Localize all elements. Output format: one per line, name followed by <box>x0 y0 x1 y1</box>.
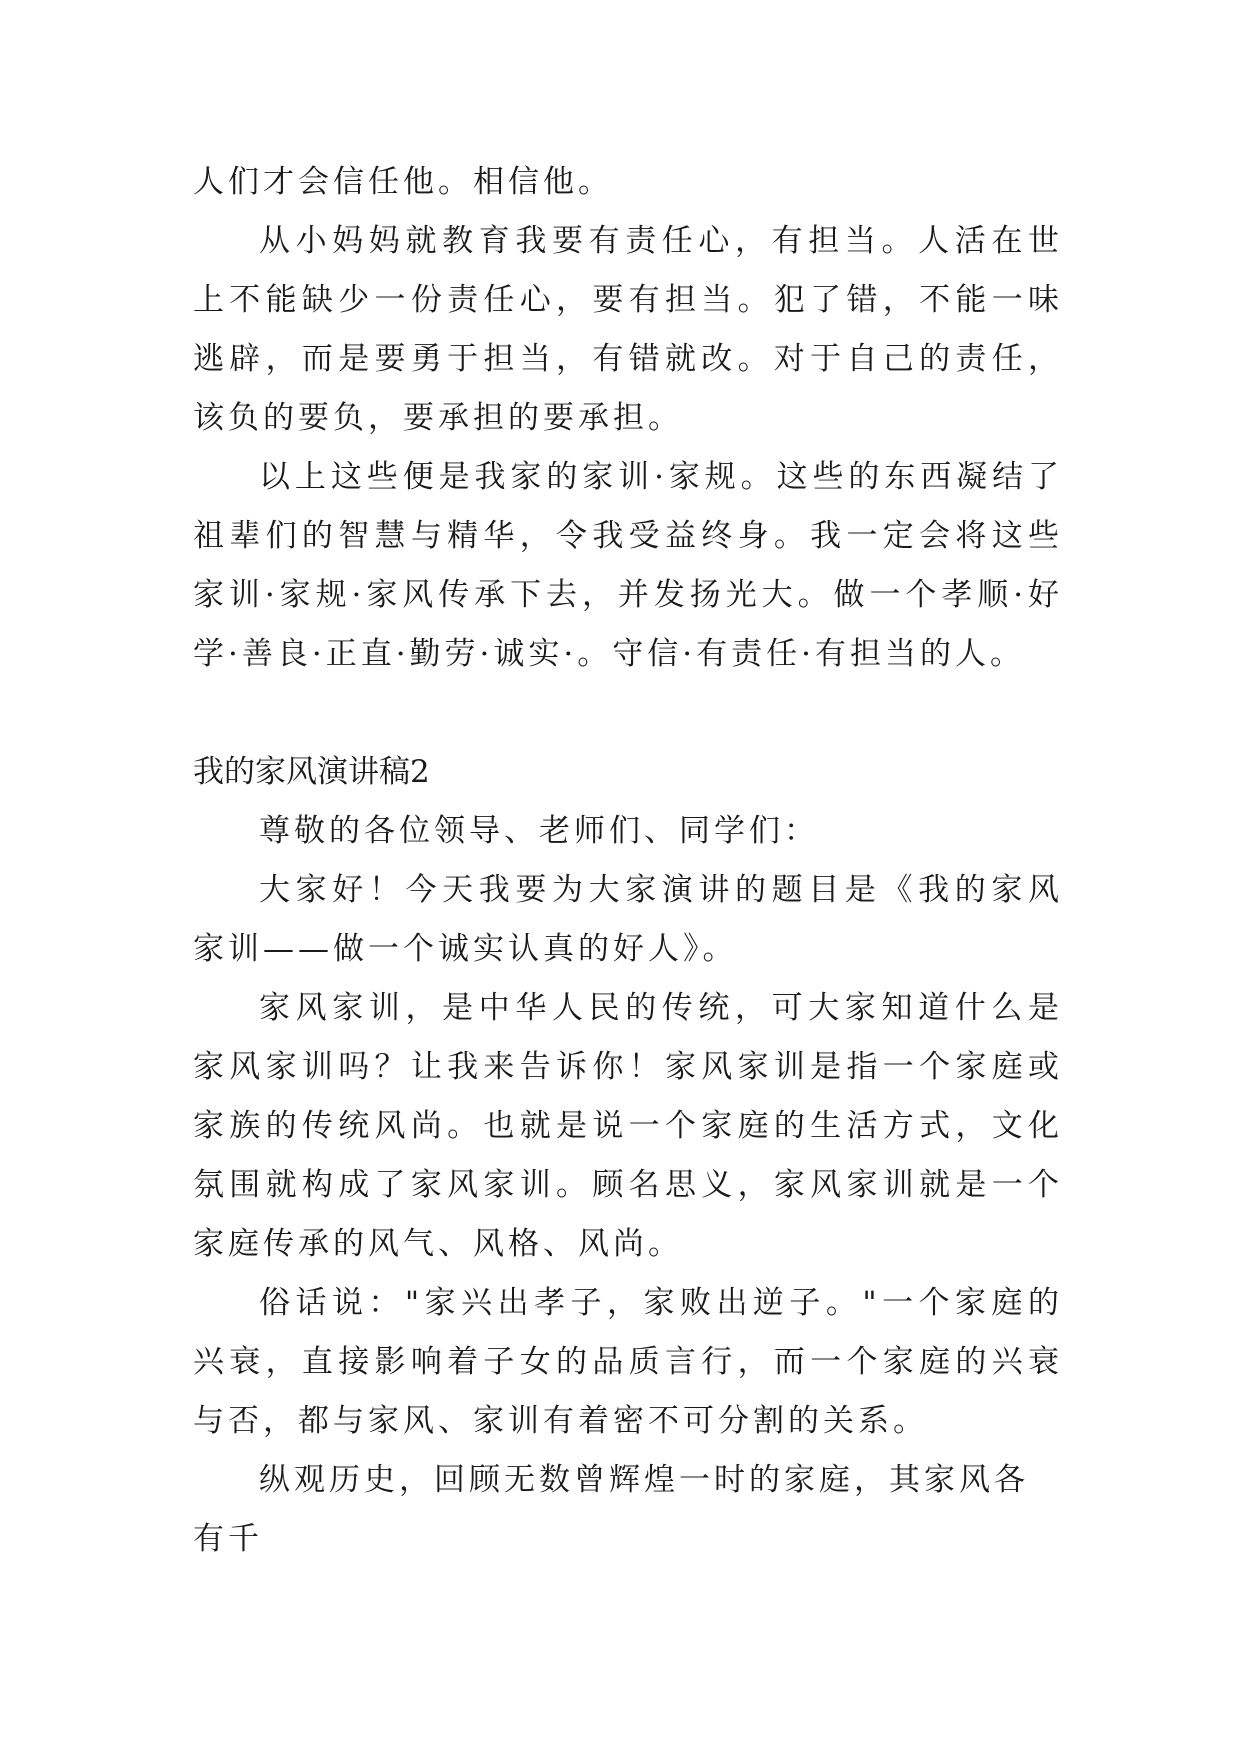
section-spacer <box>193 684 1063 743</box>
document-body <box>193 153 1063 1569</box>
section-title: 我的家风演讲稿2 <box>193 754 430 790</box>
paragraph-salutation: 尊敬的各位领导、老师们、同学们： <box>259 813 819 849</box>
paragraph-history: 纵观历史，回顾无数曾辉煌一时的家庭，其家风各有千 <box>193 1462 1029 1557</box>
paragraph-continued: 人们才会信任他。相信他。 <box>193 164 613 200</box>
paragraph-definition: 家风家训，是中华人民的传统，可大家知道什么是家风家训吗？让我来告诉你！家风家训是指一个家庭或家族的传统风尚。也就是说一个家庭的生活方式，文化氛围就构成了家风家训。顾名思义，家风家训就是一个家庭传承的风气、风格、风尚。 <box>193 990 1063 1262</box>
paragraph-greeting-topic: 大家好！今天我要为大家演讲的题目是《我的家风家训——做一个诚实认真的好人》。 <box>193 872 1063 967</box>
paragraph-family-rules-summary: 以上这些便是我家的家训·家规。这些的东西凝结了祖辈们的智慧与精华，令我受益终身。我一定会将这些家训·家规·家风传承下去，并发扬光大。做一个孝顺·好学·善良·正直·勤劳·诚实·。守信·有责任·有担当的人。 <box>193 459 1063 672</box>
paragraph-responsibility: 从小妈妈就教育我要有责任心，有担当。人活在世上不能缺少一份责任心，要有担当。犯了错，不能一味逃辟，而是要勇于担当，有错就改。对于自己的责任，该负的要负，要承担的要承担。 <box>193 223 1063 436</box>
paragraph-proverb: 俗话说："家兴出孝子，家败出逆子。"一个家庭的兴衰，直接影响着子女的品质言行，而一个家庭的兴衰与否，都与家风、家训有着密不可分割的关系。 <box>193 1285 1063 1439</box>
